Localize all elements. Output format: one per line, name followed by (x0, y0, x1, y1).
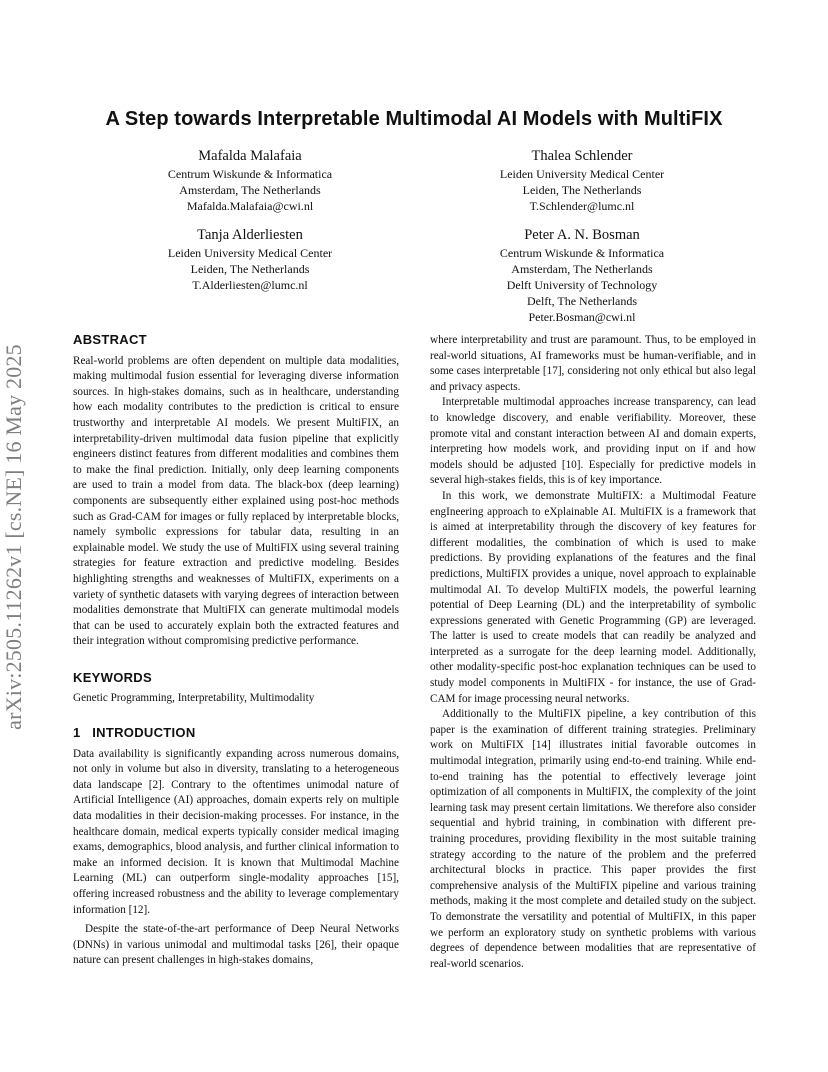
arxiv-identifier-text: arXiv:2505.11262v1 [cs.NE] 16 May 2025 (1, 344, 26, 730)
intro-paragraph-2: Despite the state-of-the-art performance of Deep Neural Networks (DNNs) in various unimodal and multimodal tasks [26], their opaque nature can present challenges in high-stakes domains, (73, 923, 399, 967)
right-paragraph-1: where interpretability and trust are paramount. Thus, to be employed in real-world situations, AI frameworks must be human-verifiable, and in some cases interpretable [17], considering not only ethical but also legal and privacy aspects. (430, 334, 756, 393)
author-name: Peter A. N. Bosman (524, 227, 640, 243)
author-affiliation: Centrum Wiskunde & Informatica (499, 246, 665, 260)
intro-paragraph-1: Data availability is significantly expanding across numerous domains, not only in volume but also in diversity, translating to a heterogeneous data landscape [2]. Contrary to the oftentimes unimodal nature of Artificial Intelligence (AI) approaches, domain experts rely on multiple data modalities in their decision-making processes. For instance, in the healthcare domain, medical experts typically consider medical imaging exams, demographics, blood analysis, and further clinical information to make an informed decision. It is known that Multimodal Machine Learning (ML) can outperform single-modality approaches [15], offering increased robustness and the ability to leverage complementary information [12]. (73, 747, 399, 916)
author-email: T.Alderliesten@lumc.nl (192, 278, 308, 292)
author-block-4 (457, 225, 707, 325)
author-location: Leiden, The Netherlands (190, 262, 310, 276)
author-location-2: Delft, The Netherlands (526, 294, 638, 308)
author-affiliation: Centrum Wiskunde & Informatica (167, 167, 333, 181)
abstract-heading: ABSTRACT (73, 332, 147, 347)
right-column (430, 333, 756, 972)
author-name: Tanja Alderliesten (197, 227, 303, 243)
author-name: Mafalda Malafaia (198, 148, 302, 164)
left-column (73, 332, 399, 969)
right-paragraph-2: Interpretable multimodal approaches increase transparency, can lead to knowledge discovery, and enable verifiability. Moreover, these promote vital and constant interaction between AI and domain experts, interpreting how models work, and providing input on if and how models should be adjusted [10]. Especially for predictive models in several high-stakes fields, this is of key importance. (430, 396, 756, 487)
keywords-heading: KEYWORDS (73, 669, 152, 685)
author-affiliation: Leiden University Medical Center (167, 246, 333, 260)
introduction-heading: 1 INTRODUCTION (73, 725, 196, 741)
author-email: T.Schlender@lumc.nl (529, 199, 635, 213)
author-block-3 (140, 225, 360, 293)
author-affiliation-2: Delft University of Technology (506, 278, 658, 292)
author-affiliation: Leiden University Medical Center (499, 167, 665, 181)
author-block-1 (140, 146, 360, 214)
author-location: Leiden, The Netherlands (522, 183, 642, 197)
paper-title: A Step towards Interpretable Multimodal AI Models with MultiFIX (105, 108, 723, 130)
right-paragraph-4: Additionally to the MultiFIX pipeline, a key contribution of this paper is the examination of different training strategies. Preliminary work on MultiFIX [14] illustrates initial favorable outcomes in multimodal integration, primarily using end-to-end training. While end-to-end training has the potential to effectively leverage joint optimization of all components in MultiFIX, the complexity of the joint learning task may present certain limitations. We therefore also consider sequential and hybrid training, in combination with different pre-training procedures, providing flexibility in the most suitable training strategy according to the nature of the problem and the preferred architectural blocks in practice. This paper provides the first comprehensive analysis of the MultiFIX pipeline and various training methods, making it the most complete and detailed study on the subject. To demonstrate the versatility and potential of MultiFIX, in this paper we perform an exploratory study on synthetic problems with various degrees of dependence between modalities that are representative of real-world scenarios. (430, 708, 756, 970)
abstract-text: Real-world problems are often dependent on multiple data modalities, making multimodal fusion essential for leveraging diverse information sources. In high-stakes domains, such as in healthcare, understanding how each modality contributes to the prediction is critical to ensure trustworthy and interpretable AI models. We present MultiFIX, an interpretability-driven multimodal data fusion pipeline that explicitly engineers distinct features from different modalities and combines them to make the final prediction. Initially, only deep learning components are used to train a model from data. The black-box (deep learning) components are subsequently either explained using post-hoc methods such as Grad-CAM for images or fully replaced by interpretable blocks, namely symbolic expressions for tabular data, resulting in an explainable model. We study the use of MultiFIX using several training strategies for feature extraction and predictive modeling. Besides highlighting strengths and weaknesses of MultiFIX, experiments on a variety of synthetic datasets with varying degrees of interaction between modalities demonstrate that MultiFIX can generate multimodal models that can be used to accurately explain both the extracted features and their integration without compromising predictive performance. (73, 354, 399, 648)
author-block-2 (457, 146, 707, 214)
author-name: Thalea Schlender (531, 148, 633, 164)
author-location: Amsterdam, The Netherlands (511, 262, 653, 276)
author-email: Mafalda.Malafaia@cwi.nl (186, 199, 314, 213)
arxiv-identifier (0, 296, 29, 778)
keywords-text: Genetic Programming, Interpretability, Multimodality (73, 692, 315, 705)
author-email: Peter.Bosman@cwi.nl (528, 310, 636, 324)
right-paragraph-3: In this work, we demonstrate MultiFIX: a Multimodal Feature engIneering approach to eXplainable AI. MultiFIX is a framework that is aimed at interpretability through the discovery of key features for different modalities, the combination of which is used to make predictions. By providing explanations of the features and the final predictions, MultiFIX provides a unique, novel approach to explainable multimodal AI. To develop MultiFIX models, the powerful learning potential of Deep Learning (DL) and the interpretability of symbolic expressions generated with Genetic Programming (GP) are leveraged. The latter is used to create models that can readily be analyzed and interpreted as a surrogate for the deep learning model. Additionally, other modality-specific post-hoc explanation techniques can be used to study model components in MultiFIX - for instance, the use of Grad-CAM for image processing neural networks. (430, 489, 756, 705)
author-location: Amsterdam, The Netherlands (179, 183, 321, 197)
